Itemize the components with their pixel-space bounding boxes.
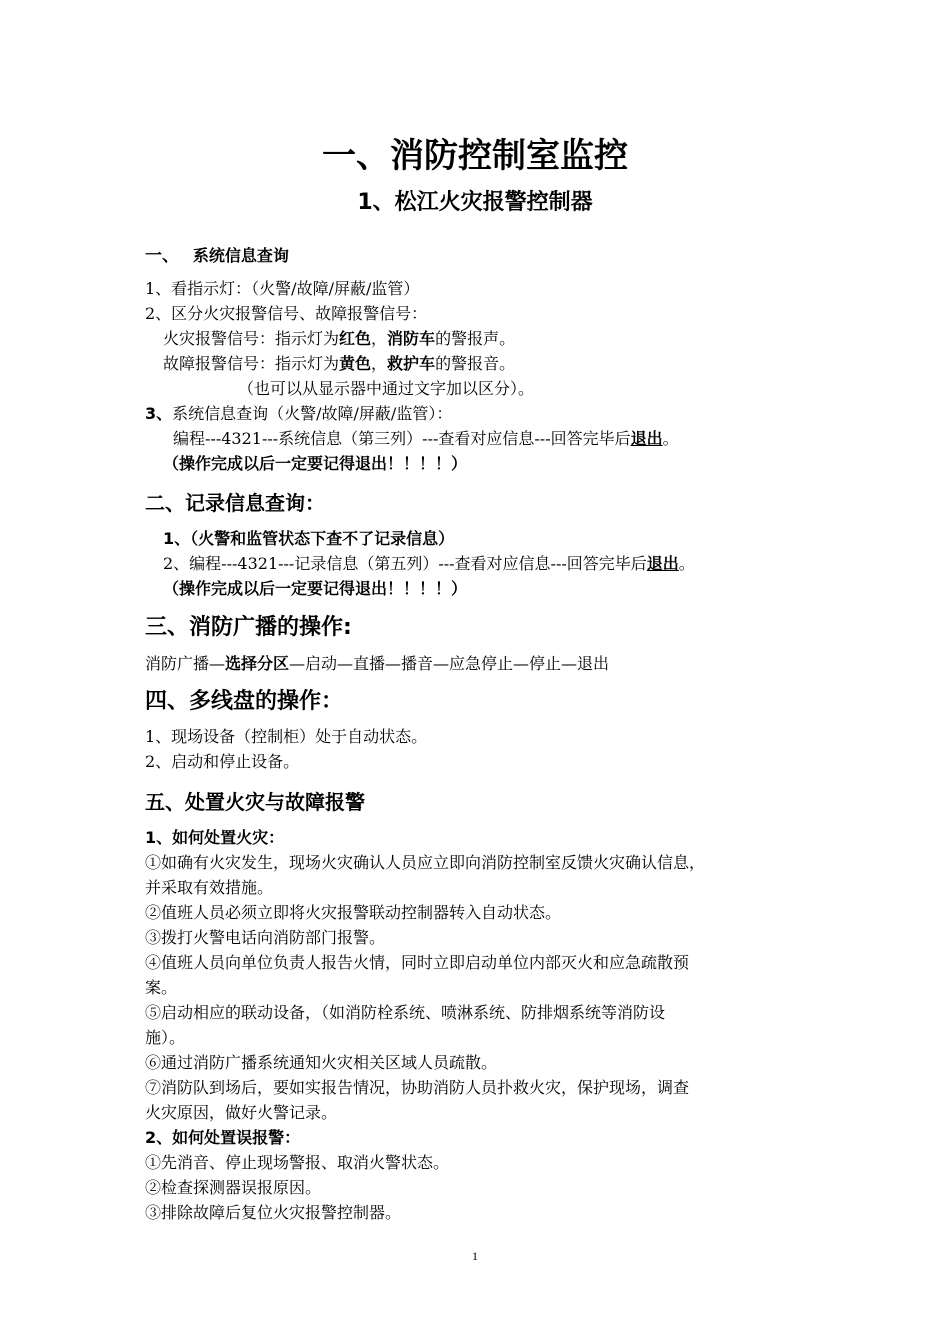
section-1-line-6 xyxy=(145,401,452,424)
fire-step-5b: 施）。 xyxy=(145,1028,186,1047)
programming-steps: 编程---4321---系统信息（第三列）---查看对应信息---回答完毕后 xyxy=(173,429,631,448)
section-1-heading xyxy=(145,241,289,266)
section-5-heading: 五、处置火灾与故障报警 xyxy=(145,790,365,814)
item-3-number: 3、 xyxy=(145,404,173,423)
ambulance-text: 救护车 xyxy=(387,354,436,373)
fire-step-6: ⑥通过消防广播系统通知火灾相关区域人员疏散。 xyxy=(145,1053,498,1072)
section-3-line-1 xyxy=(145,651,609,674)
false-alarm-step-1: ①先消音、停止现场警报、取消火警状态。 xyxy=(145,1153,450,1172)
exit-text: 退出 xyxy=(630,429,663,448)
document-title: 一、消防控制室监控 xyxy=(322,136,628,176)
section-2-heading: 二、记录信息查询： xyxy=(145,491,325,515)
fire-step-2: ②值班人员必须立即将火灾报警联动控制器转入自动状态。 xyxy=(145,903,562,922)
fire-step-1a: ①如确有火灾发生，现场火灾确认人员应立即向消防控制室反馈火灾确认信息， xyxy=(145,853,706,872)
yellow-color-text: 黄色 xyxy=(339,354,372,373)
siren-text: 的警报声。 xyxy=(435,329,516,348)
section-4-line-2: 2、启动和停止设备。 xyxy=(145,752,300,771)
section-1-line-7 xyxy=(173,426,679,449)
section-1-warning: （操作完成以后一定要记得退出！！！！） xyxy=(163,454,468,473)
period: 。 xyxy=(678,554,695,573)
section-2-warning: （操作完成以后一定要记得退出！！！！） xyxy=(163,579,468,598)
section-4-heading: 四、多线盘的操作： xyxy=(145,689,344,714)
section-5-sub-2: 2、如何处置误报警： xyxy=(145,1128,301,1147)
section-3-heading: 三、消防广播的操作: xyxy=(145,615,352,640)
fire-step-4b: 案。 xyxy=(145,978,178,997)
false-alarm-step-2: ②检查探测器误报原因。 xyxy=(145,1178,322,1197)
section-1-heading-text: 系统信息查询 xyxy=(192,246,289,265)
comma: ， xyxy=(371,354,388,373)
section-1-line-1: 1、看指示灯：（火警/故障/屏蔽/监管） xyxy=(145,279,420,298)
item-3-text: 系统信息查询（火警/故障/屏蔽/监管）： xyxy=(172,404,453,423)
section-2-line-2 xyxy=(163,551,695,574)
select-zone-text: 选择分区 xyxy=(225,654,290,673)
document-subtitle: 1、松江火灾报警控制器 xyxy=(357,190,593,215)
false-alarm-step-3: ③排除故障后复位火灾报警控制器。 xyxy=(145,1203,402,1222)
fire-step-5a: ⑤启动相应的联动设备，（如消防栓系统、喷淋系统、防排烟系统等消防设 xyxy=(145,1003,666,1022)
fire-step-7a: ⑦消防队到场后，要如实报告情况，协助消防人员扑救火灾，保护现场，调查 xyxy=(145,1078,690,1097)
section-5-sub-1: 1、如何处置火灾： xyxy=(145,828,285,847)
fire-alarm-label: 火灾报警信号：指示灯为 xyxy=(163,329,340,348)
page-number: 1 xyxy=(472,1249,478,1263)
red-color-text: 红色 xyxy=(339,329,372,348)
fire-step-3: ③拨打火警电话向消防部门报警。 xyxy=(145,928,386,947)
comma: ， xyxy=(371,329,388,348)
exit-text: 退出 xyxy=(646,554,679,573)
section-1-heading-number: 一、 xyxy=(145,246,179,266)
fire-step-7b: 火灾原因，做好火警记录。 xyxy=(145,1103,338,1122)
fire-step-1b: 并采取有效措施。 xyxy=(145,878,274,897)
fault-alarm-label: 故障报警信号：指示灯为 xyxy=(163,354,340,373)
section-1-line-5: （也可以从显示器中通过文字加以区分）。 xyxy=(238,379,535,398)
programming-steps: 2、编程---4321---记录信息（第五列）---查看对应信息---回答完毕后 xyxy=(163,554,647,573)
section-1-line-3 xyxy=(163,326,515,349)
section-1-line-2: 2、区分火灾报警信号、故障报警信号： xyxy=(145,304,428,323)
fire-step-4a: ④值班人员向单位负责人报告火情，同时立即启动单位内部灭火和应急疏散预 xyxy=(145,953,690,972)
fire-truck-text: 消防车 xyxy=(387,329,436,348)
alarm-sound-text: 的警报音。 xyxy=(435,354,516,373)
broadcast-step: 消防广播— xyxy=(145,654,226,673)
period: 。 xyxy=(662,429,679,448)
broadcast-steps: —启动—直播—播音—应急停止—停止—退出 xyxy=(289,654,610,673)
section-4-line-1: 1、现场设备（控制柜）处于自动状态。 xyxy=(145,727,428,746)
section-1-line-4 xyxy=(163,351,515,374)
section-2-line-1: 1、（火警和监管状态下查不了记录信息） xyxy=(163,529,455,548)
